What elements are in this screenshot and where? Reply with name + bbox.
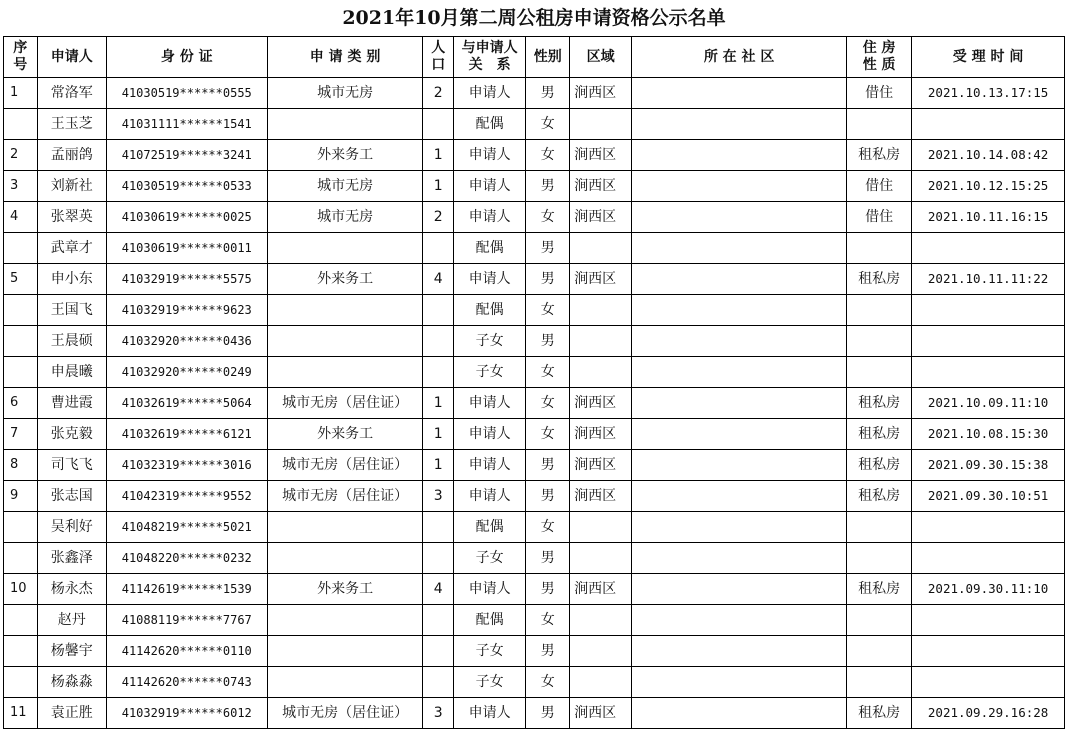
cell-people: 1 xyxy=(423,419,454,450)
cell-gender: 女 xyxy=(526,605,570,636)
cell-housing xyxy=(847,543,912,574)
cell-housing xyxy=(847,357,912,388)
cell-gender: 女 xyxy=(526,419,570,450)
cell-seq: 3 xyxy=(4,171,38,202)
cell-housing: 租私房 xyxy=(847,450,912,481)
cell-district xyxy=(570,605,632,636)
applicant-table xyxy=(3,36,1065,729)
cell-time: 2021.10.14.08:42 xyxy=(912,140,1065,171)
table-row xyxy=(4,78,1065,109)
cell-community xyxy=(632,605,847,636)
cell-relation: 配偶 xyxy=(454,295,526,326)
table-row xyxy=(4,574,1065,605)
header-gender: 性别 xyxy=(526,37,570,78)
cell-id: 41142620******0110 xyxy=(106,636,267,667)
cell-seq xyxy=(4,233,38,264)
cell-time: 2021.10.09.11:10 xyxy=(912,388,1065,419)
cell-relation: 子女 xyxy=(454,357,526,388)
cell-people xyxy=(423,667,454,698)
cell-housing xyxy=(847,109,912,140)
cell-name: 常洛军 xyxy=(37,78,106,109)
cell-type: 城市无房（居住证） xyxy=(267,481,423,512)
cell-district xyxy=(570,295,632,326)
cell-gender: 男 xyxy=(526,698,570,729)
table-row xyxy=(4,357,1065,388)
cell-id: 41088119******7767 xyxy=(106,605,267,636)
cell-id: 41030519******0555 xyxy=(106,78,267,109)
cell-district: 涧西区 xyxy=(570,140,632,171)
cell-type xyxy=(267,233,423,264)
cell-people xyxy=(423,233,454,264)
cell-time: 2021.10.13.17:15 xyxy=(912,78,1065,109)
cell-id: 41032920******0436 xyxy=(106,326,267,357)
cell-id: 41030619******0011 xyxy=(106,233,267,264)
table-row xyxy=(4,233,1065,264)
cell-people: 1 xyxy=(423,171,454,202)
cell-relation: 申请人 xyxy=(454,171,526,202)
cell-type: 外来务工 xyxy=(267,419,423,450)
cell-type xyxy=(267,109,423,140)
cell-type: 城市无房 xyxy=(267,202,423,233)
cell-name: 王晨硕 xyxy=(37,326,106,357)
cell-housing: 租私房 xyxy=(847,698,912,729)
cell-seq xyxy=(4,543,38,574)
cell-district xyxy=(570,543,632,574)
cell-id: 41142620******0743 xyxy=(106,667,267,698)
cell-community xyxy=(632,574,847,605)
cell-housing xyxy=(847,295,912,326)
cell-relation: 申请人 xyxy=(454,698,526,729)
table-row xyxy=(4,326,1065,357)
cell-relation: 子女 xyxy=(454,543,526,574)
cell-id: 41072519******3241 xyxy=(106,140,267,171)
header-seq-label: 序 号 xyxy=(13,40,28,73)
cell-gender: 男 xyxy=(526,574,570,605)
cell-gender: 男 xyxy=(526,78,570,109)
cell-seq: 9 xyxy=(4,481,38,512)
table-row xyxy=(4,698,1065,729)
cell-district: 涧西区 xyxy=(570,78,632,109)
cell-people xyxy=(423,605,454,636)
cell-district xyxy=(570,667,632,698)
table-row xyxy=(4,109,1065,140)
cell-housing: 租私房 xyxy=(847,264,912,295)
cell-seq xyxy=(4,636,38,667)
cell-gender: 男 xyxy=(526,450,570,481)
cell-community xyxy=(632,512,847,543)
table-row xyxy=(4,667,1065,698)
cell-seq xyxy=(4,512,38,543)
cell-id: 41032919******6012 xyxy=(106,698,267,729)
header-housing-label: 住 房 性 质 xyxy=(862,40,896,73)
cell-type: 外来务工 xyxy=(267,574,423,605)
cell-people: 3 xyxy=(423,481,454,512)
cell-type xyxy=(267,543,423,574)
cell-housing xyxy=(847,636,912,667)
cell-people xyxy=(423,326,454,357)
cell-community xyxy=(632,357,847,388)
table-row xyxy=(4,419,1065,450)
cell-gender: 女 xyxy=(526,295,570,326)
cell-time: 2021.10.11.16:15 xyxy=(912,202,1065,233)
header-name: 申请人 xyxy=(37,37,106,78)
cell-relation: 配偶 xyxy=(454,109,526,140)
cell-relation: 配偶 xyxy=(454,605,526,636)
header-housing xyxy=(847,37,912,78)
cell-housing: 租私房 xyxy=(847,574,912,605)
cell-district: 涧西区 xyxy=(570,264,632,295)
cell-gender: 女 xyxy=(526,512,570,543)
cell-housing: 借住 xyxy=(847,78,912,109)
cell-name: 赵丹 xyxy=(37,605,106,636)
cell-district xyxy=(570,109,632,140)
cell-housing xyxy=(847,233,912,264)
header-people-label: 人 口 xyxy=(431,40,446,73)
cell-relation: 申请人 xyxy=(454,450,526,481)
cell-time: 2021.09.30.15:38 xyxy=(912,450,1065,481)
table-row xyxy=(4,636,1065,667)
cell-district: 涧西区 xyxy=(570,202,632,233)
cell-community xyxy=(632,202,847,233)
cell-seq xyxy=(4,295,38,326)
cell-housing: 借住 xyxy=(847,171,912,202)
cell-district: 涧西区 xyxy=(570,450,632,481)
cell-housing xyxy=(847,512,912,543)
table-row xyxy=(4,512,1065,543)
cell-time xyxy=(912,357,1065,388)
header-community: 所 在 社 区 xyxy=(632,37,847,78)
cell-district: 涧西区 xyxy=(570,481,632,512)
header-seq xyxy=(4,37,38,78)
cell-housing xyxy=(847,667,912,698)
cell-district xyxy=(570,326,632,357)
cell-people: 1 xyxy=(423,140,454,171)
cell-people: 1 xyxy=(423,450,454,481)
cell-seq: 6 xyxy=(4,388,38,419)
cell-people: 4 xyxy=(423,264,454,295)
table-row xyxy=(4,481,1065,512)
cell-type xyxy=(267,667,423,698)
cell-id: 41030619******0025 xyxy=(106,202,267,233)
cell-time: 2021.10.08.15:30 xyxy=(912,419,1065,450)
cell-community xyxy=(632,450,847,481)
cell-community xyxy=(632,233,847,264)
cell-community xyxy=(632,171,847,202)
cell-community xyxy=(632,388,847,419)
cell-district xyxy=(570,512,632,543)
cell-housing xyxy=(847,326,912,357)
cell-id: 41032919******9623 xyxy=(106,295,267,326)
cell-people xyxy=(423,295,454,326)
cell-district xyxy=(570,636,632,667)
cell-relation: 申请人 xyxy=(454,264,526,295)
cell-time: 2021.10.12.15:25 xyxy=(912,171,1065,202)
document-title: 2021年10月第二周公租房申请资格公示名单 xyxy=(342,7,726,29)
cell-community xyxy=(632,543,847,574)
table-row xyxy=(4,264,1065,295)
cell-time xyxy=(912,295,1065,326)
cell-relation: 申请人 xyxy=(454,78,526,109)
table-row xyxy=(4,450,1065,481)
cell-gender: 男 xyxy=(526,171,570,202)
cell-type xyxy=(267,326,423,357)
cell-housing: 租私房 xyxy=(847,140,912,171)
cell-name: 杨馨宇 xyxy=(37,636,106,667)
cell-time xyxy=(912,636,1065,667)
cell-name: 杨淼淼 xyxy=(37,667,106,698)
cell-people: 2 xyxy=(423,78,454,109)
table-row xyxy=(4,543,1065,574)
cell-id: 41031111******1541 xyxy=(106,109,267,140)
cell-type xyxy=(267,636,423,667)
cell-time xyxy=(912,667,1065,698)
cell-relation: 配偶 xyxy=(454,512,526,543)
cell-housing: 租私房 xyxy=(847,481,912,512)
cell-community xyxy=(632,481,847,512)
cell-district: 涧西区 xyxy=(570,574,632,605)
cell-gender: 女 xyxy=(526,357,570,388)
cell-gender: 男 xyxy=(526,326,570,357)
cell-district: 涧西区 xyxy=(570,698,632,729)
cell-type: 城市无房 xyxy=(267,171,423,202)
cell-id: 41032619******5064 xyxy=(106,388,267,419)
cell-time xyxy=(912,326,1065,357)
cell-relation: 子女 xyxy=(454,636,526,667)
cell-time xyxy=(912,109,1065,140)
cell-community xyxy=(632,295,847,326)
cell-community xyxy=(632,326,847,357)
cell-district: 涧西区 xyxy=(570,171,632,202)
cell-name: 张翠英 xyxy=(37,202,106,233)
cell-time: 2021.09.30.11:10 xyxy=(912,574,1065,605)
cell-name: 杨永杰 xyxy=(37,574,106,605)
cell-id: 41048219******5021 xyxy=(106,512,267,543)
cell-gender: 男 xyxy=(526,636,570,667)
cell-time: 2021.09.29.16:28 xyxy=(912,698,1065,729)
cell-gender: 男 xyxy=(526,264,570,295)
table-row xyxy=(4,605,1065,636)
cell-name: 王国飞 xyxy=(37,295,106,326)
cell-community xyxy=(632,667,847,698)
cell-community xyxy=(632,78,847,109)
cell-time xyxy=(912,512,1065,543)
cell-time xyxy=(912,543,1065,574)
cell-relation: 申请人 xyxy=(454,140,526,171)
cell-seq: 2 xyxy=(4,140,38,171)
cell-community xyxy=(632,140,847,171)
cell-relation: 子女 xyxy=(454,326,526,357)
cell-relation: 申请人 xyxy=(454,481,526,512)
cell-community xyxy=(632,636,847,667)
cell-housing: 租私房 xyxy=(847,419,912,450)
cell-id: 41032319******3016 xyxy=(106,450,267,481)
cell-name: 袁正胜 xyxy=(37,698,106,729)
table-row xyxy=(4,295,1065,326)
cell-community xyxy=(632,264,847,295)
cell-seq: 8 xyxy=(4,450,38,481)
cell-time xyxy=(912,605,1065,636)
cell-district: 涧西区 xyxy=(570,388,632,419)
header-type: 申 请 类 别 xyxy=(267,37,423,78)
cell-people: 4 xyxy=(423,574,454,605)
cell-name: 张克毅 xyxy=(37,419,106,450)
cell-people xyxy=(423,357,454,388)
cell-name: 武章才 xyxy=(37,233,106,264)
cell-seq: 7 xyxy=(4,419,38,450)
cell-community xyxy=(632,698,847,729)
cell-gender: 女 xyxy=(526,388,570,419)
cell-name: 曹进霞 xyxy=(37,388,106,419)
cell-id: 41032920******0249 xyxy=(106,357,267,388)
cell-type: 城市无房（居住证） xyxy=(267,388,423,419)
cell-time xyxy=(912,233,1065,264)
cell-type xyxy=(267,512,423,543)
cell-name: 司飞飞 xyxy=(37,450,106,481)
cell-id: 41142619******1539 xyxy=(106,574,267,605)
cell-type xyxy=(267,295,423,326)
cell-people xyxy=(423,636,454,667)
cell-district xyxy=(570,233,632,264)
cell-name: 张志国 xyxy=(37,481,106,512)
cell-gender: 女 xyxy=(526,109,570,140)
cell-seq xyxy=(4,109,38,140)
cell-id: 41042319******9552 xyxy=(106,481,267,512)
cell-people: 1 xyxy=(423,388,454,419)
cell-district: 涧西区 xyxy=(570,419,632,450)
table-row xyxy=(4,388,1065,419)
cell-seq: 1 xyxy=(4,78,38,109)
cell-housing: 借住 xyxy=(847,202,912,233)
cell-gender: 男 xyxy=(526,233,570,264)
cell-relation: 申请人 xyxy=(454,202,526,233)
cell-type: 外来务工 xyxy=(267,264,423,295)
cell-name: 孟丽鸽 xyxy=(37,140,106,171)
cell-name: 王玉芝 xyxy=(37,109,106,140)
table-row xyxy=(4,171,1065,202)
cell-relation: 子女 xyxy=(454,667,526,698)
cell-type: 城市无房（居住证） xyxy=(267,698,423,729)
cell-name: 刘新社 xyxy=(37,171,106,202)
header-row xyxy=(4,37,1065,78)
cell-people xyxy=(423,512,454,543)
cell-seq xyxy=(4,667,38,698)
cell-type: 城市无房（居住证） xyxy=(267,450,423,481)
cell-gender: 女 xyxy=(526,202,570,233)
cell-type xyxy=(267,357,423,388)
cell-id: 41032919******5575 xyxy=(106,264,267,295)
cell-seq: 5 xyxy=(4,264,38,295)
cell-housing: 租私房 xyxy=(847,388,912,419)
cell-seq xyxy=(4,326,38,357)
cell-name: 申小东 xyxy=(37,264,106,295)
cell-seq: 4 xyxy=(4,202,38,233)
cell-name: 张鑫泽 xyxy=(37,543,106,574)
cell-people: 2 xyxy=(423,202,454,233)
cell-seq xyxy=(4,605,38,636)
header-id: 身 份 证 xyxy=(106,37,267,78)
cell-community xyxy=(632,109,847,140)
cell-gender: 男 xyxy=(526,543,570,574)
header-relation-label: 与申请人 关 系 xyxy=(461,40,518,73)
cell-gender: 男 xyxy=(526,481,570,512)
header-people xyxy=(423,37,454,78)
cell-gender: 女 xyxy=(526,140,570,171)
cell-people: 3 xyxy=(423,698,454,729)
cell-relation: 配偶 xyxy=(454,233,526,264)
cell-type xyxy=(267,605,423,636)
cell-people xyxy=(423,543,454,574)
cell-seq xyxy=(4,357,38,388)
cell-seq: 10 xyxy=(4,574,38,605)
cell-relation: 申请人 xyxy=(454,388,526,419)
cell-relation: 申请人 xyxy=(454,574,526,605)
cell-type: 外来务工 xyxy=(267,140,423,171)
cell-time: 2021.09.30.10:51 xyxy=(912,481,1065,512)
cell-time: 2021.10.11.11:22 xyxy=(912,264,1065,295)
header-district: 区域 xyxy=(570,37,632,78)
cell-community xyxy=(632,419,847,450)
cell-gender: 女 xyxy=(526,667,570,698)
header-relation xyxy=(454,37,526,78)
cell-name: 吴利好 xyxy=(37,512,106,543)
cell-id: 41048220******0232 xyxy=(106,543,267,574)
cell-name: 申晨曦 xyxy=(37,357,106,388)
cell-relation: 申请人 xyxy=(454,419,526,450)
cell-seq: 11 xyxy=(4,698,38,729)
table-row xyxy=(4,140,1065,171)
cell-housing xyxy=(847,605,912,636)
cell-people xyxy=(423,109,454,140)
cell-id: 41030519******0533 xyxy=(106,171,267,202)
cell-district xyxy=(570,357,632,388)
table-row xyxy=(4,202,1065,233)
cell-id: 41032619******6121 xyxy=(106,419,267,450)
cell-type: 城市无房 xyxy=(267,78,423,109)
header-time: 受 理 时 间 xyxy=(912,37,1065,78)
